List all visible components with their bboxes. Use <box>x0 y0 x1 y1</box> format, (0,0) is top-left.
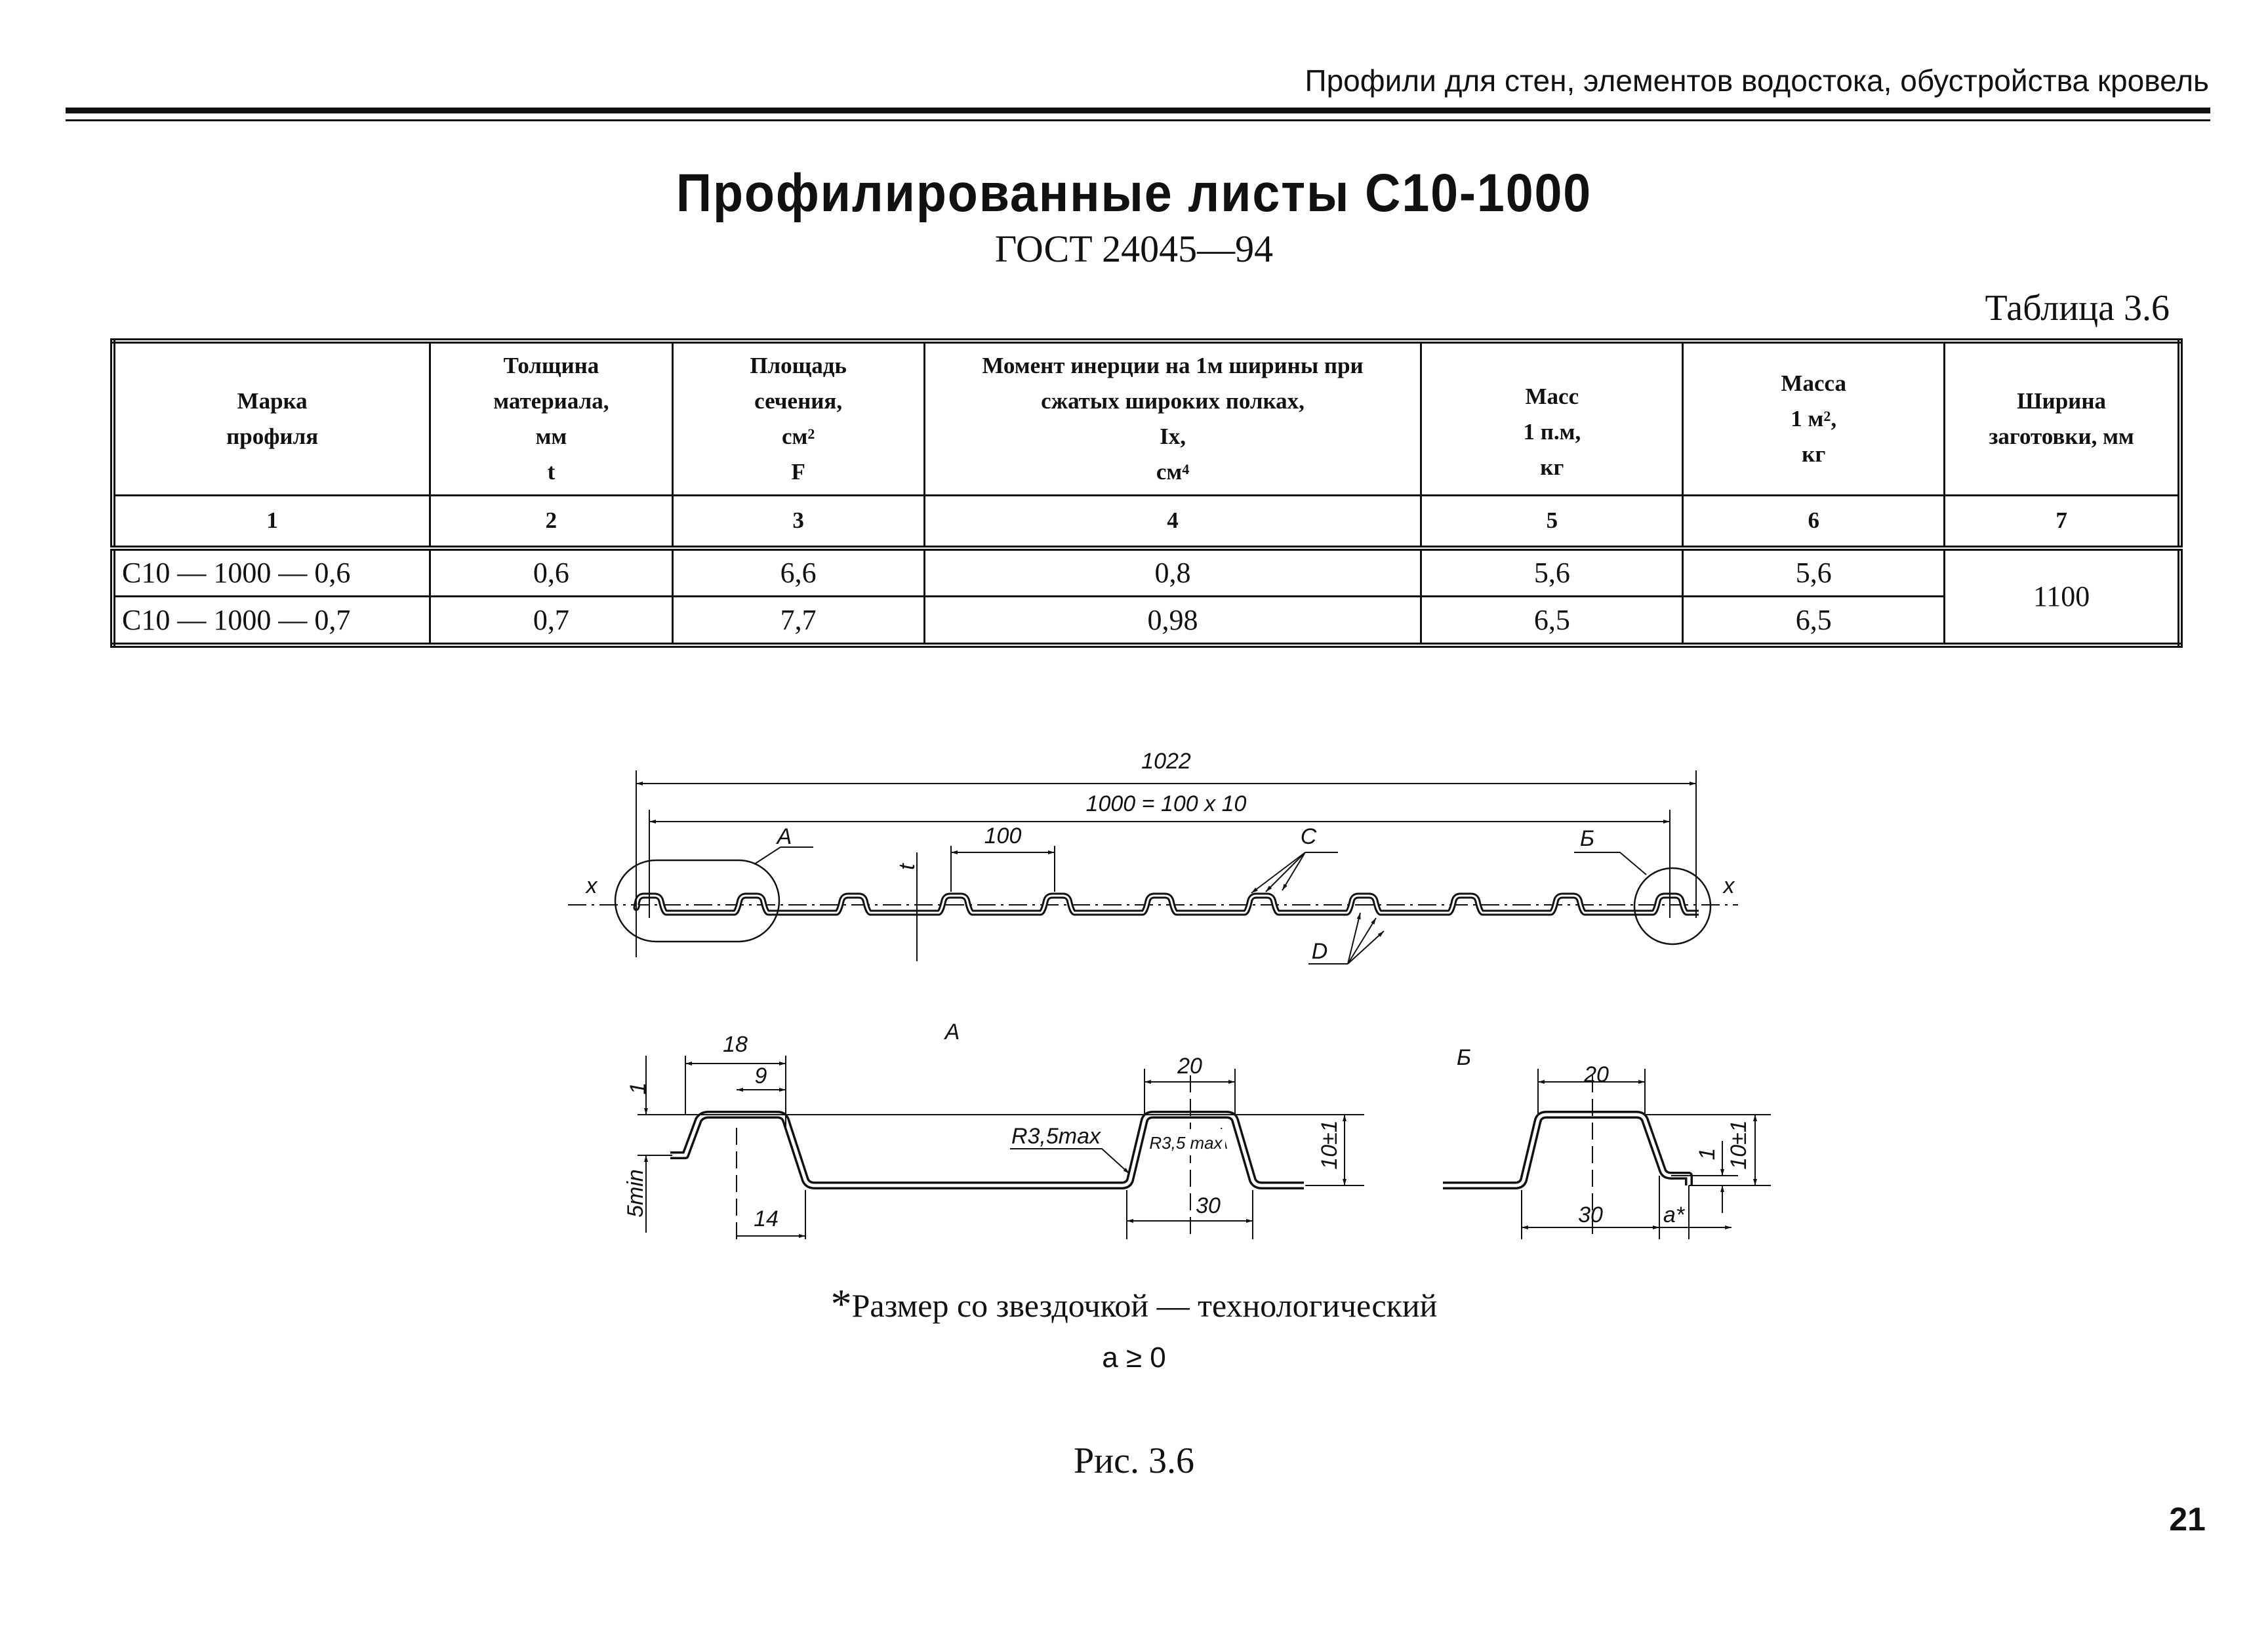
dim-1022: 1022 <box>1141 749 1191 774</box>
header-grade-l2: профиля <box>226 423 319 449</box>
column-number: 2 <box>430 495 672 548</box>
header-inertia-unit: см <box>1156 458 1183 485</box>
dim-10b: 10±1 <box>1726 1120 1751 1170</box>
header-mass-area-comma: , <box>1831 405 1837 431</box>
dim-1: 1 <box>626 1082 651 1095</box>
cell-mass-area: 5,6 <box>1683 548 1945 597</box>
dim-18: 18 <box>723 1032 748 1057</box>
axis-x-right: x <box>1723 873 1735 898</box>
cell-thickness: 0,7 <box>430 597 672 645</box>
page-title: Профилированные листы С10-1000 <box>676 163 1592 223</box>
footnote-star: * <box>830 1281 852 1327</box>
header-area-l1: Площадь <box>750 352 847 378</box>
header-area-unit: см <box>781 423 808 449</box>
column-number: 4 <box>924 495 1421 548</box>
dim-30: 30 <box>1196 1193 1221 1218</box>
column-number: 5 <box>1421 495 1683 548</box>
detail-b-outline <box>1634 868 1711 944</box>
detail-b-profile <box>1443 1115 1689 1185</box>
footnote <box>0 1281 2268 1335</box>
standard-subtitle: ГОСТ 24045—94 <box>994 228 1274 270</box>
header-area-sup: 2 <box>807 425 815 442</box>
dim-100: 100 <box>984 824 1022 848</box>
detail-b <box>1443 1069 1771 1239</box>
label-c: C <box>1300 824 1317 849</box>
header-inertia-l3: Ix, <box>1160 423 1186 449</box>
dim-1b: 1 <box>1695 1147 1720 1161</box>
leader-radius-left <box>1010 1149 1129 1174</box>
leader-d <box>1348 931 1384 964</box>
header-mass-area-l3: кг <box>1802 441 1826 467</box>
column-number: 7 <box>1945 495 2180 548</box>
cell-inertia: 0,98 <box>924 597 1421 645</box>
header-grade-l1: Марка <box>237 388 308 414</box>
footnote-condition: a ≥ 0 <box>1102 1342 1166 1374</box>
header-thickness-l2: материала, <box>493 388 609 414</box>
header-blank-width-l1: Ширина <box>2017 388 2107 414</box>
running-header: Профили для стен, элементов водостока, обустройства кровель <box>1305 64 2209 98</box>
dim-20: 20 <box>1177 1054 1202 1079</box>
dim-a: a* <box>1663 1203 1685 1227</box>
header-thickness-l1: Толщина <box>503 352 599 378</box>
cell-grade: С10 — 1000 — 0,6 <box>113 548 430 597</box>
cell-mass-meter: 5,6 <box>1421 548 1683 597</box>
cell-inertia: 0,8 <box>924 548 1421 597</box>
cell-area: 6,6 <box>672 548 924 597</box>
detail-a <box>638 1056 1364 1239</box>
column-number: 6 <box>1683 495 1945 548</box>
label-d: D <box>1311 939 1328 964</box>
header-inertia-l2: сжатых широких полках, <box>1041 388 1305 414</box>
dim-5min: 5min <box>623 1169 648 1218</box>
figure-caption: Рис. 3.6 <box>1074 1441 1194 1481</box>
header-area-l2: сечения, <box>754 388 843 414</box>
label-b: Б <box>1579 826 1595 851</box>
dim-9: 9 <box>754 1064 767 1088</box>
cell-grade: С10 — 1000 — 0,7 <box>113 597 430 645</box>
cell-blank-width: 1100 <box>1945 548 2180 645</box>
header-mass-meter-l1: Масс <box>1525 383 1579 409</box>
page-number: 21 <box>2169 1501 2206 1538</box>
detail-a-heading: A <box>944 1020 960 1045</box>
table-label: Таблица 3.6 <box>1985 288 2170 328</box>
label-t: t <box>895 864 920 870</box>
leader-d <box>1348 918 1376 964</box>
leader-b <box>1574 852 1646 875</box>
header-mass-area-unit: 1 м <box>1791 405 1824 431</box>
header-mass-meter-l3: кг <box>1540 454 1564 480</box>
dim-14: 14 <box>754 1206 779 1231</box>
dim-20b: 20 <box>1584 1062 1609 1087</box>
footnote-text: Размер со звездочкой — технологический <box>851 1287 1438 1324</box>
header-inertia-sup: 4 <box>1182 460 1190 477</box>
dim-10: 10±1 <box>1317 1120 1342 1170</box>
cell-area: 7,7 <box>672 597 924 645</box>
column-number: 3 <box>672 495 924 548</box>
header-mass-area-l1: Масса <box>1781 370 1846 396</box>
dim-radius-right: R3,5 max <box>1149 1133 1223 1153</box>
leader-a <box>754 847 813 864</box>
label-a: A <box>777 824 792 849</box>
header-blank-width-l2: заготовки, мм <box>1989 423 2134 449</box>
dim-30b: 30 <box>1578 1203 1603 1227</box>
cell-mass-meter: 6,5 <box>1421 597 1683 645</box>
dim-radius-left: R3,5max <box>1011 1124 1101 1149</box>
leader-d <box>1348 913 1360 964</box>
leader-c <box>1251 852 1305 893</box>
axis-x-left: x <box>586 873 597 898</box>
header-thickness-l3: мм <box>535 423 567 449</box>
cell-thickness: 0,6 <box>430 548 672 597</box>
detail-b-heading: Б <box>1456 1045 1472 1070</box>
column-number: 1 <box>113 495 430 548</box>
header-mass-meter-l2: 1 п.м, <box>1523 418 1581 445</box>
cell-mass-area: 6,5 <box>1683 597 1945 645</box>
header-area-l4: F <box>791 458 805 485</box>
header-mass-area-sup: 2 <box>1823 407 1831 424</box>
dim-1000: 1000 = 100 x 10 <box>1085 791 1247 816</box>
header-inertia-l1: Момент инерции на 1м ширины при <box>982 352 1364 378</box>
header-thickness-l4: t <box>547 458 556 485</box>
